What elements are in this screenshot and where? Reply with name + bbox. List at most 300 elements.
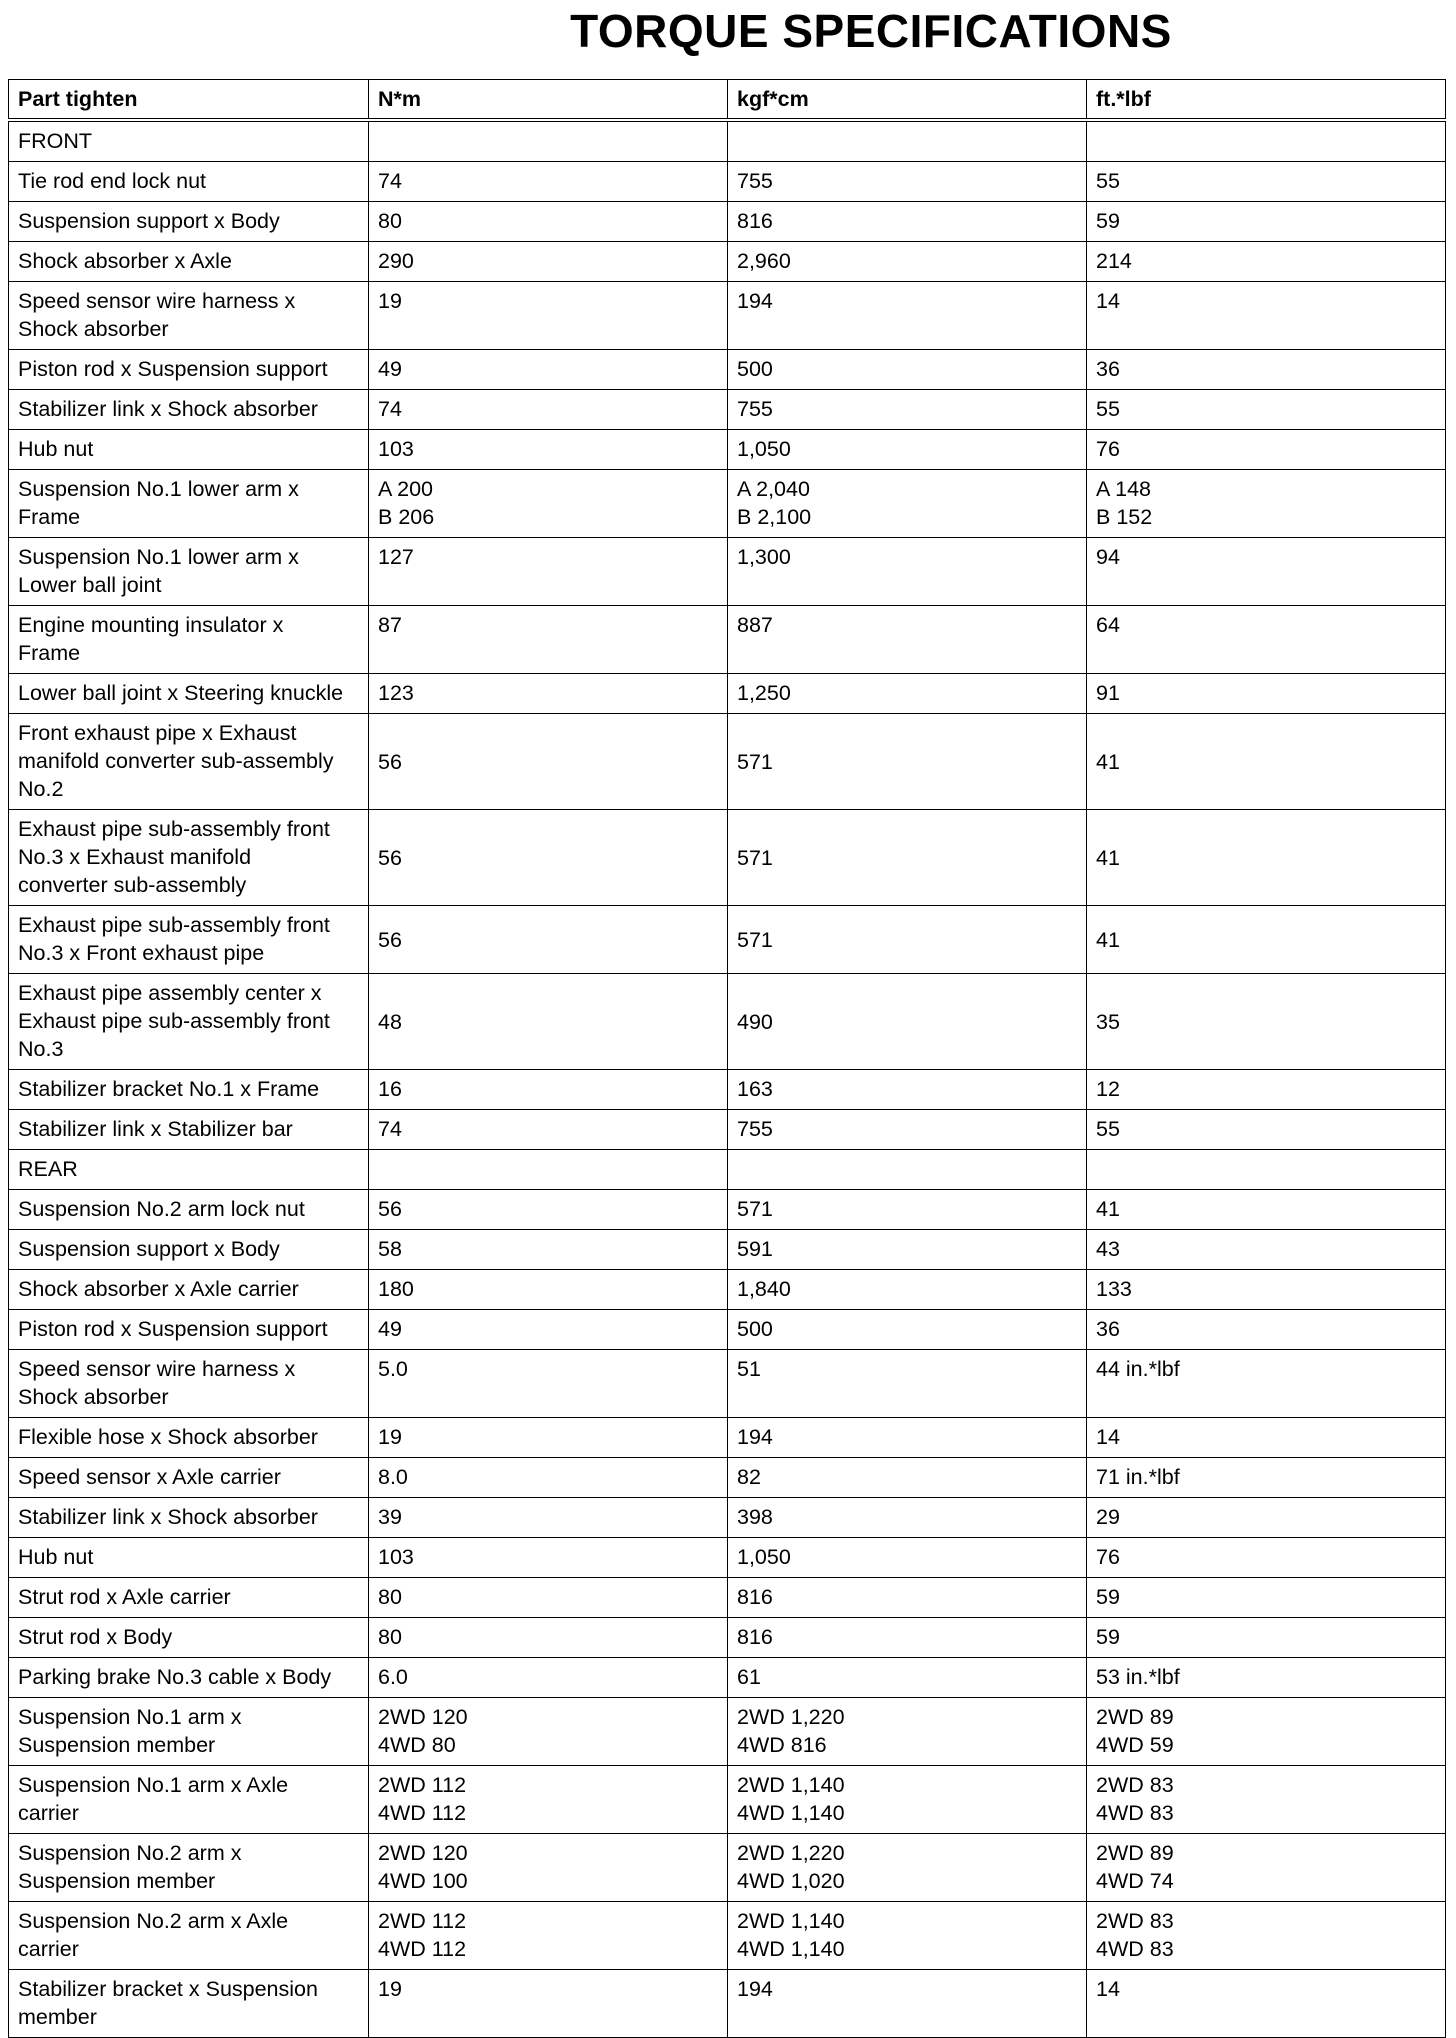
cell-ft-lbf-text: 43: [1096, 1237, 1120, 1261]
table-row: [9, 538, 1446, 606]
cell-part: [9, 1458, 369, 1498]
cell-ft-lbf-text: 133: [1096, 1277, 1132, 1301]
column-header-part: Part tighten: [9, 80, 369, 121]
cell-nm: [369, 674, 728, 714]
cell-ft-lbf: [1087, 538, 1446, 606]
cell-ft-lbf-text: 41: [1096, 845, 1120, 870]
cell-nm: [369, 606, 728, 674]
cell-part: [9, 1270, 369, 1310]
table-row: [9, 350, 1446, 390]
cell-kgf-cm-text: 82: [737, 1465, 761, 1489]
cell-ft-lbf-text: 91: [1096, 681, 1120, 705]
cell-ft-lbf: [1087, 1310, 1446, 1350]
cell-kgf-cm-text: 490: [737, 1009, 773, 1034]
cell-ft-lbf-text: 4WD 83: [1096, 1937, 1174, 1961]
table-row: [9, 810, 1446, 906]
cell-part-text: Suspension No.2 arm x Axle: [18, 1909, 289, 1933]
cell-nm-text: 39: [378, 1505, 402, 1529]
cell-kgf-cm-text: 816: [737, 209, 773, 233]
cell-kgf-cm: [728, 1766, 1087, 1834]
table-row: [9, 1110, 1446, 1150]
cell-nm: [369, 120, 728, 162]
cell-part: [9, 906, 369, 974]
cell-kgf-cm-text: 398: [737, 1505, 773, 1529]
cell-kgf-cm: [728, 1418, 1087, 1458]
cell-kgf-cm-text: 571: [737, 927, 773, 952]
table-row: [9, 1578, 1446, 1618]
cell-nm-text: 19: [378, 289, 402, 313]
cell-part: [9, 350, 369, 390]
cell-nm: [369, 1834, 728, 1902]
cell-part-text: No.2: [18, 777, 64, 801]
cell-part-text: Suspension No.1 arm x Axle: [18, 1773, 289, 1797]
cell-part-text: Shock absorber: [18, 1385, 169, 1409]
cell-nm-text: 56: [378, 927, 402, 952]
cell-nm: [369, 714, 728, 810]
cell-kgf-cm: [728, 606, 1087, 674]
cell-ft-lbf-text: 94: [1096, 545, 1120, 569]
cell-kgf-cm-text: A 2,040: [737, 477, 810, 501]
cell-part-text: Hub nut: [18, 1545, 94, 1569]
cell-ft-lbf: [1087, 282, 1446, 350]
section-row: [9, 1150, 1446, 1190]
table-row: [9, 1230, 1446, 1270]
cell-nm: [369, 1350, 728, 1418]
cell-kgf-cm-text: 1,300: [737, 545, 791, 569]
cell-ft-lbf-text: 4WD 59: [1096, 1733, 1174, 1757]
table-row: [9, 1190, 1446, 1230]
cell-ft-lbf: [1087, 242, 1446, 282]
cell-ft-lbf-text: 76: [1096, 437, 1120, 461]
cell-kgf-cm: [728, 714, 1087, 810]
cell-kgf-cm: [728, 1658, 1087, 1698]
cell-part: [9, 1190, 369, 1230]
cell-ft-lbf-text: 14: [1096, 1425, 1120, 1449]
cell-ft-lbf: [1087, 1418, 1446, 1458]
cell-kgf-cm: [728, 350, 1087, 390]
cell-kgf-cm: [728, 1498, 1087, 1538]
cell-part-text: carrier: [18, 1937, 79, 1961]
cell-nm: [369, 974, 728, 1070]
cell-nm: [369, 202, 728, 242]
table-row: [9, 1698, 1446, 1766]
cell-part-text: No.3: [18, 1037, 64, 1061]
cell-ft-lbf: [1087, 1190, 1446, 1230]
table-row: [9, 242, 1446, 282]
table-row: [9, 202, 1446, 242]
cell-ft-lbf: [1087, 674, 1446, 714]
cell-nm-text: 4WD 112: [378, 1937, 467, 1961]
cell-part-text: REAR: [18, 1157, 78, 1181]
cell-ft-lbf-text: 14: [1096, 289, 1120, 313]
cell-kgf-cm-text: 194: [737, 289, 773, 313]
cell-part-text: Stabilizer link x Shock absorber: [18, 1505, 318, 1529]
cell-part: [9, 1310, 369, 1350]
cell-part-text: Suspension No.1 arm x: [18, 1705, 242, 1729]
cell-nm: [369, 1110, 728, 1150]
cell-nm-text: B 206: [378, 505, 435, 529]
cell-part-text: Stabilizer link x Stabilizer bar: [18, 1117, 293, 1141]
table-row: [9, 1902, 1446, 1970]
cell-part: [9, 430, 369, 470]
cell-kgf-cm-text: 887: [737, 613, 773, 637]
cell-kgf-cm: [728, 162, 1087, 202]
cell-nm: [369, 810, 728, 906]
cell-kgf-cm-text: 571: [737, 749, 773, 774]
cell-part: [9, 1698, 369, 1766]
cell-kgf-cm: [728, 282, 1087, 350]
cell-nm: [369, 1230, 728, 1270]
cell-ft-lbf: [1087, 1970, 1446, 2038]
cell-ft-lbf: [1087, 1458, 1446, 1498]
cell-nm: [369, 1766, 728, 1834]
cell-ft-lbf-text: B 152: [1096, 505, 1153, 529]
cell-ft-lbf-text: 2WD 83: [1096, 1773, 1174, 1797]
cell-nm-text: 56: [378, 845, 402, 870]
table-header-row: [9, 80, 1446, 121]
cell-ft-lbf-text: 44 in.*lbf: [1096, 1357, 1180, 1381]
table-row: [9, 390, 1446, 430]
cell-nm-text: 16: [378, 1077, 402, 1101]
cell-kgf-cm: [728, 1834, 1087, 1902]
cell-kgf-cm-text: 4WD 1,140: [737, 1937, 845, 1961]
cell-nm-text: 2WD 112: [378, 1773, 467, 1797]
cell-part: [9, 1970, 369, 2038]
cell-ft-lbf: [1087, 1070, 1446, 1110]
table-row: [9, 1970, 1446, 2038]
cell-part-text: Lower ball joint x Steering knuckle: [18, 681, 344, 705]
column-header-ft-lbf: ft.*lbf: [1087, 80, 1446, 121]
cell-ft-lbf-text: 59: [1096, 1585, 1120, 1609]
cell-part-text: manifold converter sub-assembly: [18, 749, 334, 773]
cell-kgf-cm-text: 571: [737, 1197, 773, 1221]
cell-nm-text: 2WD 120: [378, 1705, 468, 1729]
cell-nm-text: 74: [378, 1117, 402, 1141]
cell-part-text: Suspension support x Body: [18, 209, 280, 233]
cell-part-text: Flexible hose x Shock absorber: [18, 1425, 318, 1449]
cell-part-text: Hub nut: [18, 437, 94, 461]
cell-nm-text: 48: [378, 1009, 402, 1034]
cell-kgf-cm: [728, 1458, 1087, 1498]
cell-part-text: Engine mounting insulator x: [18, 613, 284, 637]
cell-kgf-cm-text: 2WD 1,140: [737, 1909, 845, 1933]
cell-ft-lbf: [1087, 1658, 1446, 1698]
cell-nm-text: 6.0: [378, 1665, 408, 1689]
cell-ft-lbf-text: 29: [1096, 1505, 1120, 1529]
cell-nm-text: 103: [378, 437, 414, 461]
column-header-nm: N*m: [369, 80, 728, 121]
cell-ft-lbf-text: 55: [1096, 397, 1120, 421]
section-label: [9, 120, 369, 162]
cell-nm-text: 56: [378, 749, 402, 774]
cell-nm-text: 56: [378, 1197, 402, 1221]
table-row: [9, 1658, 1446, 1698]
cell-ft-lbf: [1087, 1110, 1446, 1150]
cell-kgf-cm: [728, 538, 1087, 606]
cell-kgf-cm-text: B 2,100: [737, 505, 812, 529]
cell-part: [9, 202, 369, 242]
cell-part-text: Speed sensor wire harness x: [18, 289, 296, 313]
cell-ft-lbf: [1087, 1578, 1446, 1618]
section-label: [9, 1150, 369, 1190]
cell-ft-lbf: [1087, 1902, 1446, 1970]
cell-part-text: Exhaust pipe sub-assembly front: [18, 913, 330, 937]
cell-nm: [369, 1190, 728, 1230]
cell-part-text: Stabilizer link x Shock absorber: [18, 397, 318, 421]
cell-part: [9, 242, 369, 282]
cell-nm-text: 4WD 80: [378, 1733, 456, 1757]
cell-nm-text: 4WD 112: [378, 1801, 467, 1825]
cell-ft-lbf-text: 41: [1096, 927, 1120, 952]
cell-kgf-cm: [728, 974, 1087, 1070]
cell-kgf-cm-text: 1,050: [737, 1545, 791, 1569]
cell-ft-lbf-text: 4WD 74: [1096, 1869, 1174, 1893]
cell-kgf-cm-text: 163: [737, 1077, 773, 1101]
cell-nm-text: 4WD 100: [378, 1869, 468, 1893]
cell-ft-lbf-text: 55: [1096, 1117, 1120, 1141]
cell-kgf-cm-text: 755: [737, 1117, 773, 1141]
cell-part-text: Stabilizer bracket No.1 x Frame: [18, 1077, 320, 1101]
cell-nm: [369, 282, 728, 350]
cell-kgf-cm-text: 2WD 1,220: [737, 1705, 845, 1729]
table-row: [9, 282, 1446, 350]
cell-part-text: Tie rod end lock nut: [18, 169, 207, 193]
cell-ft-lbf-text: 4WD 83: [1096, 1801, 1174, 1825]
cell-part: [9, 1498, 369, 1538]
cell-ft-lbf-text: 214: [1096, 249, 1132, 273]
cell-part: [9, 1834, 369, 1902]
cell-kgf-cm-text: 51: [737, 1357, 761, 1381]
torque-spec-table: [8, 79, 1446, 2038]
cell-part-text: Parking brake No.3 cable x Body: [18, 1665, 332, 1689]
cell-kgf-cm-text: 500: [737, 357, 773, 381]
cell-ft-lbf-text: 36: [1096, 357, 1120, 381]
cell-ft-lbf-text: 64: [1096, 613, 1120, 637]
table-row: [9, 1618, 1446, 1658]
cell-part: [9, 606, 369, 674]
cell-kgf-cm-text: 571: [737, 845, 773, 870]
cell-part-text: Exhaust pipe assembly center x: [18, 981, 322, 1005]
table-row: [9, 674, 1446, 714]
table-row: [9, 1418, 1446, 1458]
table-row: [9, 1766, 1446, 1834]
cell-part: [9, 1618, 369, 1658]
cell-nm-text: 290: [378, 249, 414, 273]
cell-nm: [369, 1970, 728, 2038]
cell-part: [9, 282, 369, 350]
page-title: TORQUE SPECIFICATIONS: [570, 5, 1172, 57]
cell-part-text: Stabilizer bracket x Suspension: [18, 1977, 318, 2001]
cell-ft-lbf-text: 71 in.*lbf: [1096, 1465, 1180, 1489]
cell-kgf-cm: [728, 1538, 1087, 1578]
table-row: [9, 906, 1446, 974]
cell-nm-text: 74: [378, 397, 402, 421]
cell-nm: [369, 470, 728, 538]
cell-part-text: Piston rod x Suspension support: [18, 357, 328, 381]
cell-part-text: member: [18, 2005, 97, 2029]
cell-part: [9, 1110, 369, 1150]
cell-ft-lbf: [1087, 1538, 1446, 1578]
cell-ft-lbf: [1087, 202, 1446, 242]
cell-kgf-cm: [728, 390, 1087, 430]
cell-kgf-cm-text: 2WD 1,140: [737, 1773, 845, 1797]
cell-kgf-cm: [728, 430, 1087, 470]
cell-kgf-cm: [728, 1698, 1087, 1766]
cell-ft-lbf: [1087, 714, 1446, 810]
cell-ft-lbf-text: 59: [1096, 209, 1120, 233]
cell-part-text: Suspension No.2 arm x: [18, 1841, 242, 1865]
cell-kgf-cm-text: 2WD 1,220: [737, 1841, 845, 1865]
cell-part: [9, 674, 369, 714]
cell-nm-text: 2WD 112: [378, 1909, 467, 1933]
cell-ft-lbf: [1087, 162, 1446, 202]
cell-ft-lbf-text: 12: [1096, 1077, 1120, 1101]
table-row: [9, 974, 1446, 1070]
cell-part-text: Suspension member: [18, 1869, 216, 1893]
cell-ft-lbf-text: 14: [1096, 1977, 1120, 2001]
cell-ft-lbf-text: A 148: [1096, 477, 1151, 501]
cell-nm: [369, 1658, 728, 1698]
cell-part-text: Frame: [18, 505, 81, 529]
cell-nm: [369, 1578, 728, 1618]
cell-nm: [369, 350, 728, 390]
cell-kgf-cm: [728, 1310, 1087, 1350]
cell-nm-text: 103: [378, 1545, 414, 1569]
cell-kgf-cm-text: 755: [737, 397, 773, 421]
cell-nm-text: 80: [378, 1625, 402, 1649]
cell-part: [9, 1230, 369, 1270]
cell-nm-text: 87: [378, 613, 402, 637]
cell-part-text: Speed sensor wire harness x: [18, 1357, 296, 1381]
cell-part: [9, 810, 369, 906]
cell-ft-lbf-text: 53 in.*lbf: [1096, 1665, 1180, 1689]
table-row: [9, 1270, 1446, 1310]
cell-ft-lbf: [1087, 810, 1446, 906]
cell-nm-text: 58: [378, 1237, 402, 1261]
cell-part: [9, 1902, 369, 1970]
cell-part: [9, 1578, 369, 1618]
cell-part: [9, 470, 369, 538]
cell-nm: [369, 1310, 728, 1350]
cell-kgf-cm: [728, 1190, 1087, 1230]
cell-part: [9, 390, 369, 430]
cell-nm-text: 19: [378, 1425, 402, 1449]
cell-part: [9, 1418, 369, 1458]
table-row: [9, 1310, 1446, 1350]
cell-nm: [369, 1538, 728, 1578]
cell-ft-lbf: [1087, 470, 1446, 538]
cell-kgf-cm: [728, 810, 1087, 906]
cell-nm: [369, 1498, 728, 1538]
cell-kgf-cm: [728, 1618, 1087, 1658]
cell-part-text: Strut rod x Body: [18, 1625, 173, 1649]
cell-kgf-cm-text: 4WD 1,140: [737, 1801, 845, 1825]
cell-kgf-cm: [728, 1350, 1087, 1418]
cell-part-text: No.3 x Exhaust manifold: [18, 845, 252, 869]
cell-ft-lbf: [1087, 1230, 1446, 1270]
cell-nm-text: 74: [378, 169, 402, 193]
table-row: [9, 1538, 1446, 1578]
cell-part-text: Suspension No.1 lower arm x: [18, 477, 299, 501]
cell-nm: [369, 1618, 728, 1658]
cell-part: [9, 1538, 369, 1578]
cell-nm: [369, 430, 728, 470]
cell-kgf-cm-text: 4WD 1,020: [737, 1869, 845, 1893]
cell-ft-lbf: [1087, 390, 1446, 430]
cell-ft-lbf: [1087, 1618, 1446, 1658]
table-row: [9, 1834, 1446, 1902]
table-body: [9, 120, 1446, 2038]
cell-ft-lbf-text: 59: [1096, 1625, 1120, 1649]
cell-nm: [369, 538, 728, 606]
cell-part-text: Suspension No.2 arm lock nut: [18, 1197, 305, 1221]
cell-part: [9, 974, 369, 1070]
cell-part-text: FRONT: [18, 129, 93, 153]
table-row: [9, 1458, 1446, 1498]
cell-part-text: Piston rod x Suspension support: [18, 1317, 328, 1341]
cell-ft-lbf: [1087, 606, 1446, 674]
cell-kgf-cm-text: 2,960: [737, 249, 791, 273]
cell-part-text: Frame: [18, 641, 81, 665]
cell-kgf-cm-text: 1,050: [737, 437, 791, 461]
cell-part: [9, 538, 369, 606]
cell-ft-lbf-text: 55: [1096, 169, 1120, 193]
table-row: [9, 1498, 1446, 1538]
cell-kgf-cm: [728, 470, 1087, 538]
cell-nm: [369, 1418, 728, 1458]
cell-kgf-cm-text: 1,840: [737, 1277, 791, 1301]
cell-kgf-cm: [728, 1110, 1087, 1150]
cell-kgf-cm-text: 61: [737, 1665, 761, 1689]
table-row: [9, 470, 1446, 538]
cell-part-text: Speed sensor x Axle carrier: [18, 1465, 281, 1489]
cell-nm: [369, 1698, 728, 1766]
cell-nm: [369, 390, 728, 430]
cell-nm-text: 49: [378, 357, 402, 381]
cell-nm-text: 19: [378, 1977, 402, 2001]
cell-nm: [369, 1070, 728, 1110]
cell-nm-text: 127: [378, 545, 414, 569]
cell-part-text: Shock absorber x Axle carrier: [18, 1277, 299, 1301]
cell-nm: [369, 1270, 728, 1310]
cell-part-text: Shock absorber x Axle: [18, 249, 232, 273]
cell-kgf-cm: [728, 906, 1087, 974]
cell-ft-lbf: [1087, 1150, 1446, 1190]
table-row: [9, 606, 1446, 674]
cell-nm: [369, 1902, 728, 1970]
cell-part: [9, 1766, 369, 1834]
cell-nm: [369, 162, 728, 202]
cell-kgf-cm-text: 591: [737, 1237, 773, 1261]
cell-part-text: Lower ball joint: [18, 573, 162, 597]
cell-kgf-cm: [728, 1150, 1087, 1190]
cell-part-text: Suspension member: [18, 1733, 216, 1757]
cell-kgf-cm-text: 1,250: [737, 681, 791, 705]
cell-nm-text: 2WD 120: [378, 1841, 468, 1865]
cell-kgf-cm-text: 194: [737, 1977, 773, 2001]
cell-ft-lbf-text: 2WD 83: [1096, 1909, 1174, 1933]
cell-kgf-cm: [728, 1902, 1087, 1970]
table-row: [9, 430, 1446, 470]
cell-ft-lbf: [1087, 1698, 1446, 1766]
cell-part-text: Suspension No.1 lower arm x: [18, 545, 299, 569]
cell-part: [9, 1070, 369, 1110]
cell-nm-text: 80: [378, 1585, 402, 1609]
cell-nm-text: 5.0: [378, 1357, 408, 1381]
cell-nm-text: 49: [378, 1317, 402, 1341]
cell-kgf-cm: [728, 1230, 1087, 1270]
cell-ft-lbf: [1087, 1766, 1446, 1834]
